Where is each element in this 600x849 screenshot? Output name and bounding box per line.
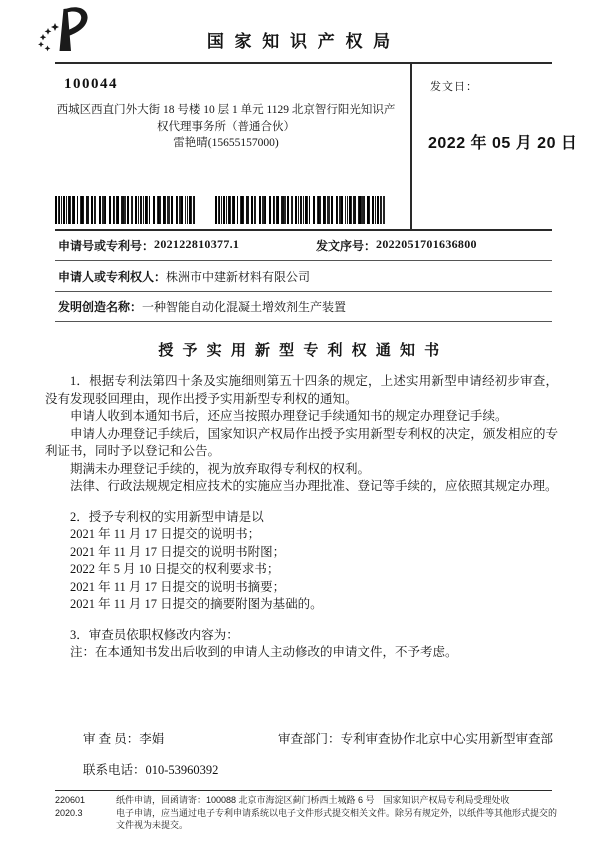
amendment-note: 注：在本通知书发出后收到的申请人主动修改的申请文件，不予考虑。 xyxy=(70,645,458,659)
notice-paragraph: 期满未办理登记手续的，视为放弃取得专利权的权利。 xyxy=(70,461,371,476)
department-label: 审查部门： xyxy=(277,732,341,746)
dispatch-date-value: 2022 年 05 月 20 日 xyxy=(428,135,578,152)
notice-paragraph: 法律、行政法规规定相应技术的实施应当办理批准、登记等手续的，应依照其规定办理。 xyxy=(70,479,558,493)
amendment-heading: 3．审查员依职权修改内容为： xyxy=(70,627,239,642)
recipient-block xyxy=(50,76,402,152)
application-number-value: 202122810377.1 xyxy=(154,237,240,251)
examiner-label: 审 查 员： xyxy=(83,732,140,746)
basis-item: 2022 年 5 月 10 日提交的权利要求书； xyxy=(70,562,280,576)
footer-note-line-1: 纸件申请，回函请寄：100088 北京市海淀区蓟门桥西土城路 6 号 国家知识产权局专利局受理处收 xyxy=(116,795,510,805)
applicant-row xyxy=(55,260,552,291)
dispatch-date-label: 发文日： xyxy=(430,81,478,93)
footer-divider xyxy=(55,790,552,791)
contact-phone-label: 联系电话： xyxy=(83,763,146,777)
basis-item: 2021 年 11 月 17 日提交的摘要附图为基础的。 xyxy=(70,597,323,611)
footer xyxy=(55,794,563,832)
notice-paragraph: 申请人办理登记手续后，国家知识产权局作出授予实用新型专利权的决定，颁发相应的专利证书，同时予以登记和公告。 xyxy=(45,426,558,458)
basis-item: 2021 年 11 月 17 日提交的说明书； xyxy=(70,527,261,541)
agency-title: 国 家 知 识 产 权 局 xyxy=(206,32,394,51)
basis-item: 2021 年 11 月 17 日提交的说明书摘要； xyxy=(70,579,286,594)
notice-title: 授 予 实 用 新 型 专 利 权 通 知 书 xyxy=(158,342,442,359)
invention-title-row xyxy=(55,291,552,322)
examiner-name: 李娟 xyxy=(139,732,165,746)
application-number-label: 申请号或专利号： xyxy=(58,239,155,253)
dispatch-date-box xyxy=(412,63,578,230)
invention-title-label: 发明创造名称： xyxy=(58,300,143,314)
serial-number-label: 发文序号： xyxy=(316,239,377,253)
basis-item: 2021 年 11 月 17 日提交的说明书附图； xyxy=(70,544,286,559)
notice-paragraph: 1．根据专利法第四十条及实施细则第五十四条的规定，上述实用新型申请经初步审查，没有发现驳回理由，现作出授予实用新型专利权的通知。 xyxy=(45,374,558,406)
notice-body xyxy=(45,373,558,662)
info-table xyxy=(55,230,552,322)
recipient-address-line-2: 权代理事务所（普通合伙） xyxy=(157,120,295,133)
contact-phone-row xyxy=(83,760,218,778)
barcode-left xyxy=(55,196,195,224)
serial-number-value: 2022051701636800 xyxy=(376,237,477,251)
recipient-postal-code: 100044 xyxy=(64,76,118,92)
applicant-label: 申请人或专利权人： xyxy=(58,269,167,284)
examiner-row xyxy=(83,729,553,747)
spacer xyxy=(45,614,558,627)
contact-phone-value: 010-53960392 xyxy=(145,763,219,777)
recipient-address-line-1: 西城区西直门外大街 18 号楼 10 层 1 单元 1129 北京智行阳光知识产 xyxy=(56,104,396,116)
footer-note-line-2: 电子申请，应当通过电子专利申请系统以电子文件形式提交相关文件。除另有规定外，以纸件等其他形式提交的文件视为未提交。 xyxy=(116,807,558,830)
application-number-row xyxy=(55,229,552,260)
department-value: 专利审查协作北京中心实用新型审查部 xyxy=(340,732,553,746)
basis-intro: 2．授予专利权的实用新型申请是以 xyxy=(70,509,264,524)
invention-title-value: 一种智能自动化混凝土增效剂生产装置 xyxy=(142,300,347,314)
spacer xyxy=(45,496,558,509)
barcode-right xyxy=(215,196,385,224)
footer-form-code: 220601 xyxy=(55,795,86,805)
notice-paragraph: 申请人收到本通知书后，还应当按照办理登记手续通知书的规定办理登记手续。 xyxy=(70,409,508,423)
footer-form-date: 2020.3 xyxy=(55,807,83,818)
applicant-value: 株洲市中建新材料有限公司 xyxy=(166,269,311,284)
recipient-address-line-3: 雷艳晴(15655157000) xyxy=(173,137,279,149)
